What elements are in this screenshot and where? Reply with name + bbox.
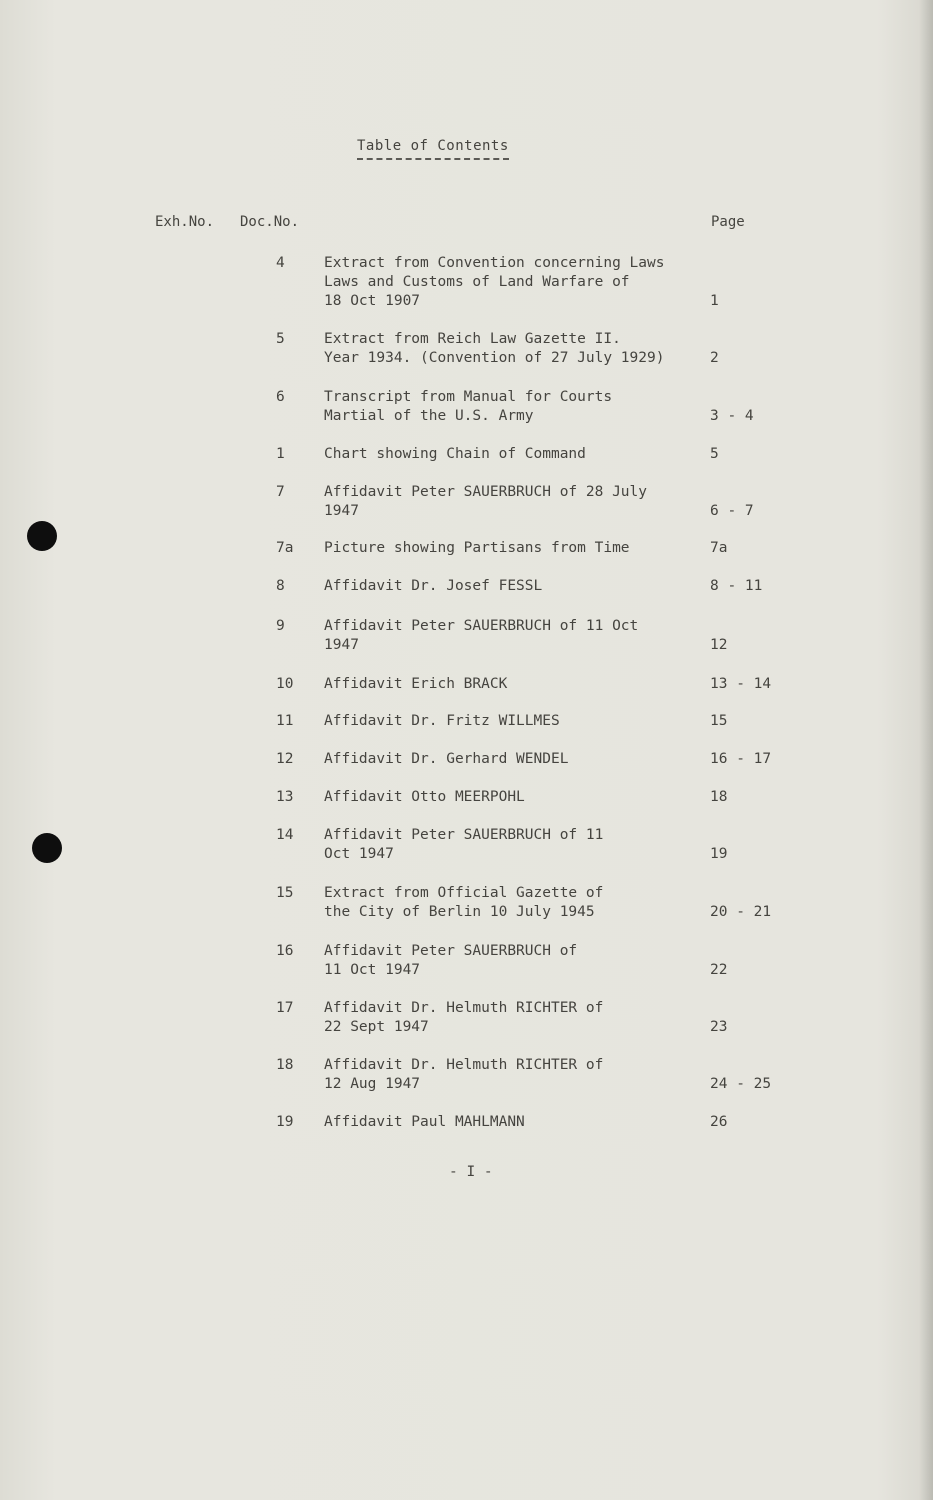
doc-number: 17 bbox=[276, 1000, 294, 1016]
doc-number: 7 bbox=[276, 484, 285, 500]
entry-line: Affidavit Otto MEERPOHL bbox=[324, 789, 525, 805]
entry-line: Affidavit Peter SAUERBRUCH of 11 bbox=[324, 827, 604, 843]
entry-line: the City of Berlin 10 July 1945 bbox=[324, 904, 595, 920]
doc-number: 1 bbox=[276, 446, 285, 462]
entry-line: 12 Aug 1947 bbox=[324, 1076, 421, 1092]
entry-line: Affidavit Peter SAUERBRUCH of 11 Oct bbox=[324, 618, 639, 634]
page-number: 24 - 25 bbox=[710, 1076, 772, 1092]
page-number: 1 bbox=[710, 293, 719, 309]
doc-number: 14 bbox=[276, 827, 294, 843]
entry-line: Oct 1947 bbox=[324, 846, 394, 862]
doc-no-header: Doc.No. bbox=[240, 214, 300, 230]
entry-line: Affidavit Peter SAUERBRUCH of 28 July bbox=[324, 484, 648, 500]
doc-number: 4 bbox=[276, 255, 285, 271]
entry-line: Extract from Convention concerning Laws bbox=[324, 255, 665, 271]
doc-number: 6 bbox=[276, 389, 285, 405]
doc-number: 9 bbox=[276, 618, 285, 634]
page-number: 18 bbox=[710, 789, 728, 805]
entry-line: Affidavit Dr. Fritz WILLMES bbox=[324, 713, 560, 729]
punch-hole bbox=[27, 521, 57, 551]
page-number: 26 bbox=[710, 1114, 728, 1130]
doc-number: 16 bbox=[276, 943, 294, 959]
doc-number: 8 bbox=[276, 578, 285, 594]
doc-number: 7a bbox=[276, 540, 294, 556]
entry-line: Affidavit Dr. Josef FESSL bbox=[324, 578, 543, 594]
entry-line: Extract from Official Gazette of bbox=[324, 885, 604, 901]
page-number: 8 - 11 bbox=[710, 578, 763, 594]
page-number: 13 - 14 bbox=[710, 676, 772, 692]
page-number: 20 - 21 bbox=[710, 904, 772, 920]
doc-number: 15 bbox=[276, 885, 294, 901]
page-footer: - I - bbox=[449, 1164, 493, 1180]
doc-number: 18 bbox=[276, 1057, 294, 1073]
page-number: 2 bbox=[710, 350, 719, 366]
doc-number: 13 bbox=[276, 789, 294, 805]
entry-line: Affidavit Dr. Helmuth RICHTER of bbox=[324, 1057, 604, 1073]
entry-line: Affidavit Paul MAHLMANN bbox=[324, 1114, 525, 1130]
doc-number: 12 bbox=[276, 751, 294, 767]
page-number: 7a bbox=[710, 540, 728, 556]
page-number: 23 bbox=[710, 1019, 728, 1035]
punch-hole bbox=[32, 833, 62, 863]
entry-line: 18 Oct 1907 bbox=[324, 293, 421, 309]
exh-no-header: Exh.No. bbox=[155, 214, 215, 230]
entry-line: Martial of the U.S. Army bbox=[324, 408, 534, 424]
page-edge-shadow bbox=[919, 0, 933, 1500]
entry-line: Transcript from Manual for Courts bbox=[324, 389, 613, 405]
entry-line: Affidavit Dr. Helmuth RICHTER of bbox=[324, 1000, 604, 1016]
entry-line: Picture showing Partisans from Time bbox=[324, 540, 630, 556]
entry-line: Year 1934. (Convention of 27 July 1929) bbox=[324, 350, 665, 366]
page-number: 5 bbox=[710, 446, 719, 462]
entry-line: 11 Oct 1947 bbox=[324, 962, 421, 978]
doc-number: 19 bbox=[276, 1114, 294, 1130]
entry-line: Laws and Customs of Land Warfare of bbox=[324, 274, 630, 290]
entry-line: 22 Sept 1947 bbox=[324, 1019, 429, 1035]
page-title: Table of Contents bbox=[357, 138, 509, 160]
entry-line: 1947 bbox=[324, 503, 359, 519]
entry-line: 1947 bbox=[324, 637, 359, 653]
page-number: 15 bbox=[710, 713, 728, 729]
entry-line: Affidavit Peter SAUERBRUCH of bbox=[324, 943, 578, 959]
doc-number: 5 bbox=[276, 331, 285, 347]
entry-line: Affidavit Dr. Gerhard WENDEL bbox=[324, 751, 569, 767]
page-number: 3 - 4 bbox=[710, 408, 754, 424]
entry-line: Extract from Reich Law Gazette II. bbox=[324, 331, 621, 347]
doc-number: 10 bbox=[276, 676, 294, 692]
page-number: 22 bbox=[710, 962, 728, 978]
page-number: 16 - 17 bbox=[710, 751, 772, 767]
page-number: 6 - 7 bbox=[710, 503, 754, 519]
page-header: Page bbox=[711, 214, 745, 230]
page-number: 12 bbox=[710, 637, 728, 653]
doc-number: 11 bbox=[276, 713, 294, 729]
entry-line: Chart showing Chain of Command bbox=[324, 446, 586, 462]
page-number: 19 bbox=[710, 846, 728, 862]
entry-line: Affidavit Erich BRACK bbox=[324, 676, 508, 692]
